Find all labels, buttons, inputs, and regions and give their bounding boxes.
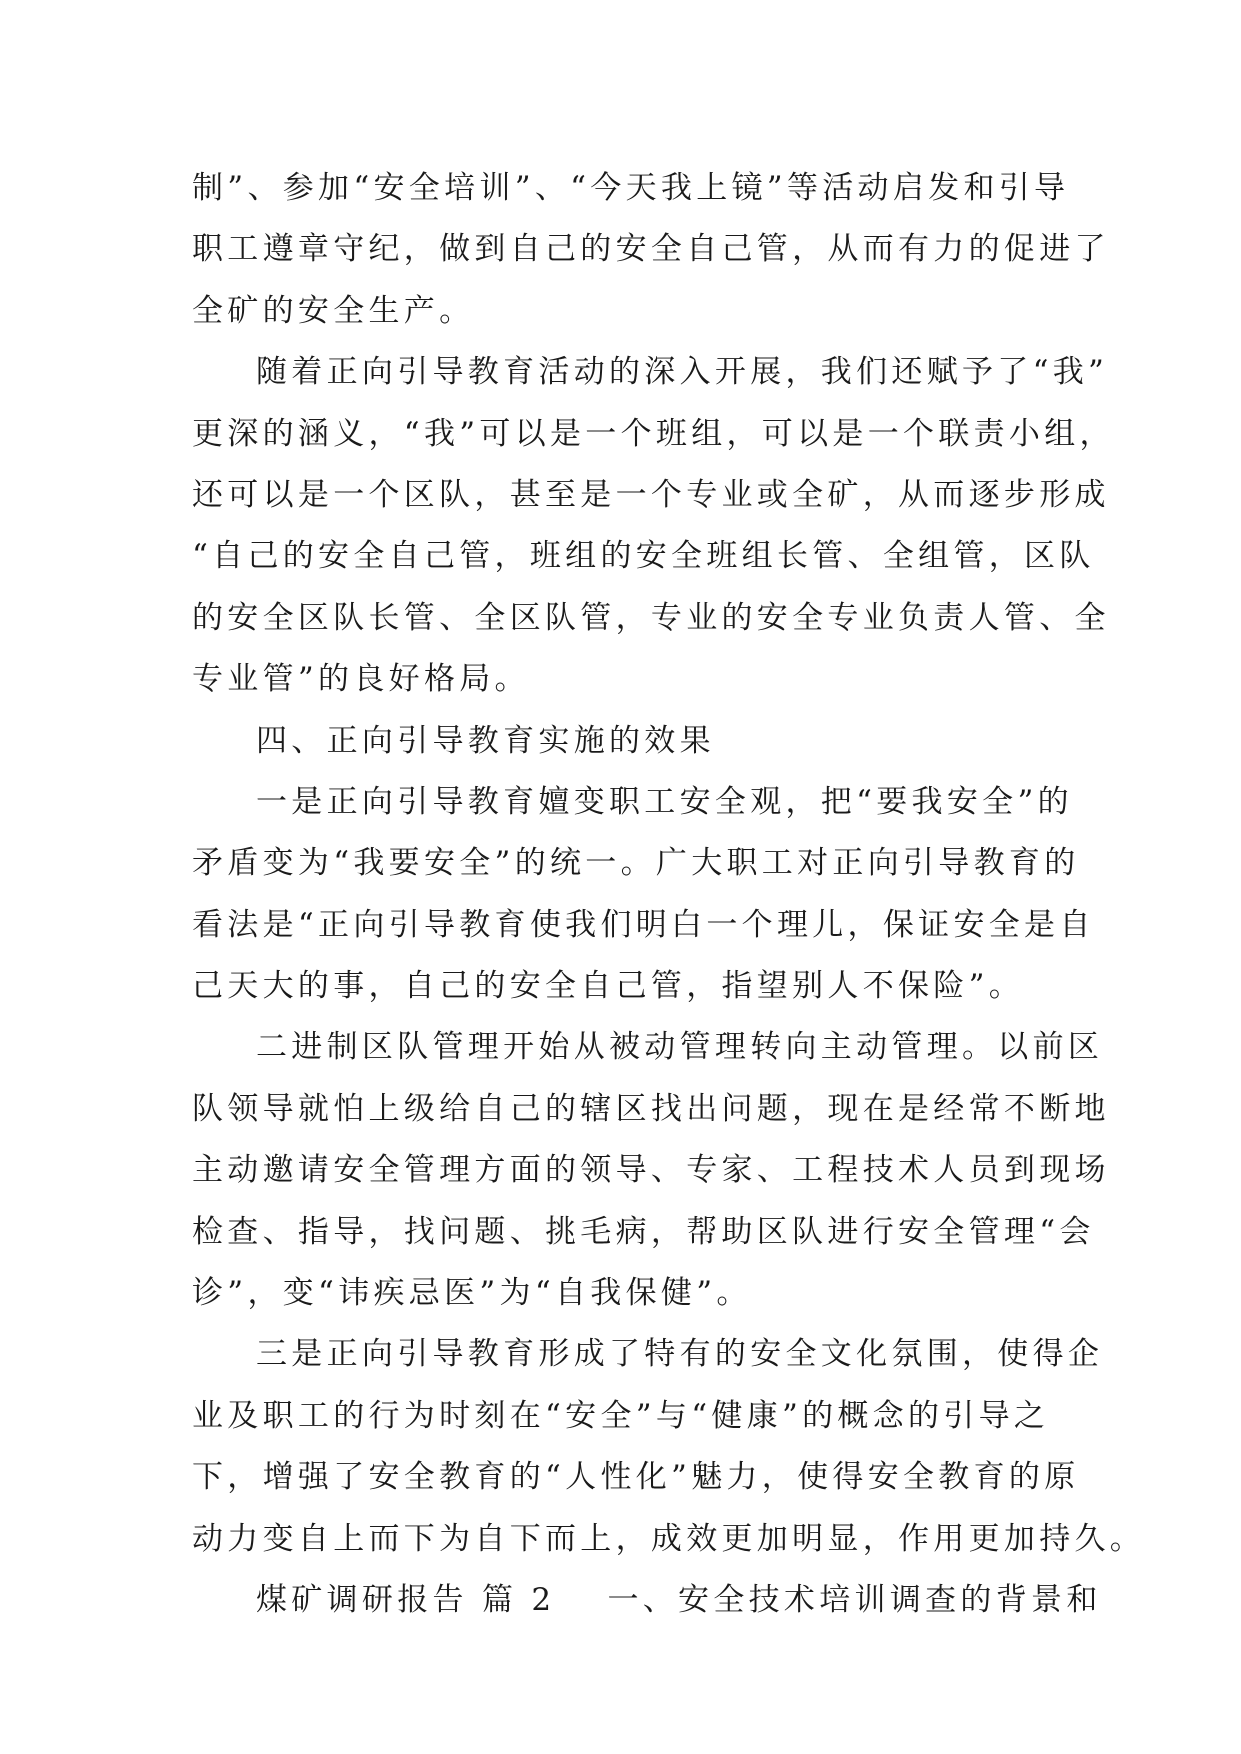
text-line: 制”、参加“安全培训”、“今天我上镜”等活动启发和引导 [192, 170, 1070, 206]
text-line: 检查、指导，找问题、挑毛病，帮助区队进行安全管理“会 [192, 1213, 1095, 1250]
text-line: 职工遵章守纪，做到自己的安全自己管，从而有力的促进了 [192, 231, 1110, 268]
paragraph-first-line: 二进制区队管理开始从被动管理转向主动管理。以前区 [256, 1029, 1104, 1066]
text-line: 全矿的安全生产。 [192, 292, 475, 329]
text-line: 诊”，变“讳疾忌医”为“自我保健”。 [192, 1275, 752, 1312]
text-line: 专业管”的良好格局。 [192, 661, 530, 698]
text-line: 下，增强了安全教育的“人性化”魅力，使得安全教育的原 [192, 1459, 1080, 1496]
document-body [192, 158, 1146, 1631]
paragraph-first-line: 一是正向引导教育嬗变职工安全观，把“要我安全”的 [256, 783, 1073, 820]
section-heading: 四、正向引导教育实施的效果 [256, 722, 715, 759]
text-line: 动力变自上而下为自下而上，成效更加明显，作用更加持久。 [192, 1520, 1146, 1557]
text-line: 业及职工的行为时刻在“安全”与“健康”的概念的引导之 [192, 1397, 1050, 1434]
text-line: 的安全区队长管、全区队管，专业的安全专业负责人管、全 [192, 599, 1110, 636]
paragraph-first-line: 随着正向引导教育活动的深入开展，我们还赋予了“我” [256, 354, 1109, 391]
text-line: “自己的安全自己管，班组的安全班组长管、全组管，区队 [192, 538, 1095, 575]
section-heading: 一、安全技术培训调查的背景和 [607, 1581, 1102, 1618]
text-line: 己天大的事，自己的安全自己管，指望别人不保险”。 [192, 968, 1025, 1005]
report-title-line [192, 1570, 1102, 1631]
text-line: 看法是“正向引导教育使我们明白一个理儿，保证安全是自 [192, 906, 1095, 943]
text-line: 队领导就怕上级给自己的辖区找出问题，现在是经常不断地 [192, 1090, 1110, 1127]
text-line: 更深的涵义，“我”可以是一个班组，可以是一个联责小组， [192, 415, 1115, 452]
text-line: 矛盾变为“我要安全”的统一。广大职工对正向引导教育的 [192, 845, 1080, 882]
report-title: 煤矿调研报告 篇 2 [256, 1581, 556, 1618]
text-line: 主动邀请安全管理方面的领导、专家、工程技术人员到现场 [192, 1152, 1110, 1189]
text-line: 还可以是一个区队，甚至是一个专业或全矿，从而逐步形成 [192, 476, 1110, 513]
paragraph-first-line: 三是正向引导教育形成了特有的安全文化氛围，使得企 [256, 1336, 1104, 1373]
